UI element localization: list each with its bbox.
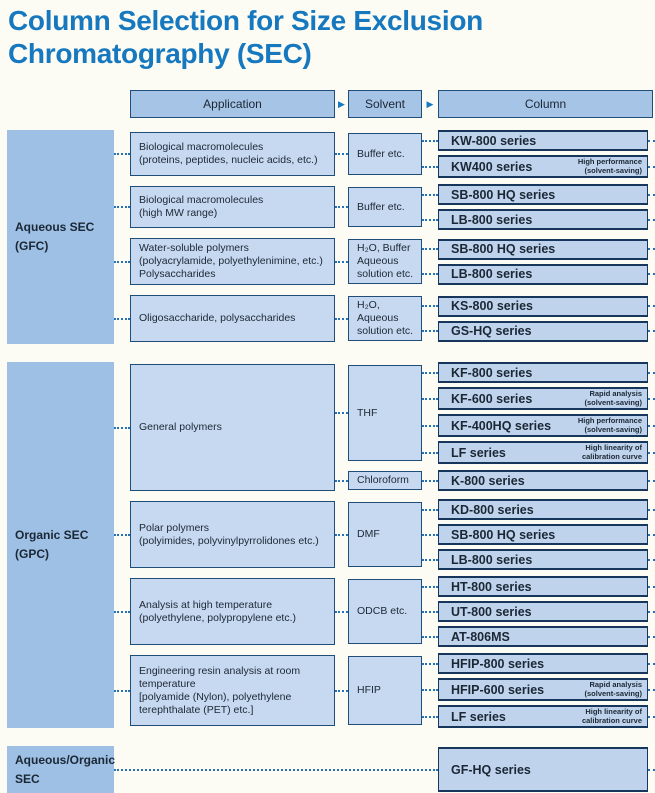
solvent-group	[335, 130, 655, 178]
connector-dotted-line	[335, 318, 348, 320]
column-label: KF-400HQ series	[451, 418, 552, 433]
column-row	[422, 239, 655, 260]
solvent-group	[335, 468, 655, 493]
solvent-box	[348, 656, 422, 725]
category-box-organic-sec	[7, 362, 114, 728]
connector-dotted-line	[335, 206, 348, 208]
category-label-line: Aqueous SEC	[15, 220, 95, 235]
connector-dotted-line	[648, 509, 655, 511]
connector-dotted-line	[422, 559, 438, 561]
connector-dotted-line	[648, 305, 655, 307]
application-text-line: (polyethylene, polypropylene etc.)	[139, 611, 297, 624]
flow-row	[114, 236, 655, 287]
connector-dotted-line	[422, 480, 438, 482]
flow-row	[114, 184, 655, 230]
application-text-line: (proteins, peptides, nucleic acids, etc.)	[139, 154, 318, 167]
column-row	[422, 209, 655, 230]
column-row	[422, 601, 655, 622]
application-text-line: Biological macromolecules	[139, 194, 264, 207]
flow-row	[114, 293, 655, 344]
column-stack	[422, 293, 655, 344]
note-line: (solvent-saving)	[584, 397, 642, 407]
application-box	[130, 364, 335, 491]
connector-dotted-line	[648, 586, 655, 588]
column-row	[422, 264, 655, 285]
application-text-line: (polyacrylamide, polyethylenimine, etc.)	[139, 255, 323, 268]
note-line: calibration curve	[581, 715, 642, 725]
application-box	[130, 186, 335, 228]
column-stack	[422, 184, 655, 230]
solvent-text-line: Buffer etc.	[357, 147, 405, 160]
connector-dotted-line	[114, 690, 130, 692]
column-box	[438, 239, 648, 260]
column-row	[422, 130, 655, 151]
connector-dotted-line	[114, 534, 130, 536]
category-label-line: Organic SEC	[15, 528, 89, 543]
solvent-group	[335, 653, 655, 728]
solvent-box	[348, 239, 422, 284]
column-stack	[422, 653, 655, 728]
column-box	[438, 387, 648, 410]
column-label: KW400 series	[451, 159, 533, 174]
connector-dotted-line	[648, 452, 655, 454]
application-box	[130, 501, 335, 568]
connector-dotted-line	[114, 769, 438, 771]
solvent-box	[348, 365, 422, 461]
solvent-groups	[335, 653, 655, 728]
solvent-box	[348, 187, 422, 227]
solvent-group	[335, 293, 655, 344]
application-text-line: Polar polymers	[139, 521, 210, 534]
column-note	[582, 708, 642, 725]
column-label: KF-800 series	[451, 365, 533, 380]
solvent-groups	[335, 130, 655, 178]
column-box	[438, 321, 648, 342]
solvent-group	[335, 499, 655, 570]
column-box	[438, 209, 648, 230]
solvent-text-line: H₂O, Buffer	[357, 242, 411, 255]
connector-dotted-line	[648, 636, 655, 638]
connector-dotted-line	[422, 219, 438, 221]
solvent-text-line: THF	[357, 406, 378, 419]
solvent-groups	[335, 293, 655, 344]
column-box	[438, 705, 648, 728]
column-row	[422, 549, 655, 570]
connector-dotted-line	[335, 153, 348, 155]
connector-dotted-line	[422, 509, 438, 511]
category-label-line: Aqueous/Organic	[15, 752, 116, 767]
application-text-line: [polyamide (Nylon), polyethylene	[139, 690, 292, 703]
note-line: High performance	[577, 416, 642, 426]
application-text-line: (polyimides, polyvinylpyrrolidones etc.)	[139, 534, 319, 547]
column-label: LF series	[451, 445, 506, 460]
solvent-text-line: Aqueous	[357, 255, 399, 268]
column-label: KW-800 series	[451, 133, 537, 148]
column-label: SB-800 HQ series	[451, 242, 556, 257]
application-text-line: terephthalate (PET) etc.]	[139, 703, 254, 716]
solvent-text-line: solution etc.	[357, 268, 414, 281]
connector-dotted-line	[422, 140, 438, 142]
connector-dotted-line	[648, 534, 655, 536]
connector-dotted-line	[114, 611, 130, 613]
column-stack	[422, 130, 655, 178]
solvent-box	[348, 133, 422, 175]
solvent-text-line: DMF	[357, 528, 380, 541]
column-row	[422, 296, 655, 317]
column-box	[438, 524, 648, 545]
column-label: AT-806MS	[451, 629, 510, 644]
diagram	[0, 130, 655, 793]
column-stack	[422, 468, 655, 493]
column-label: K-800 series	[451, 473, 525, 488]
connector-dotted-line	[422, 194, 438, 196]
section-organic-sec	[7, 362, 655, 728]
solvent-text-line: HFIP	[357, 684, 381, 697]
application-text-line: Oligosaccharide, polysaccharides	[139, 312, 296, 325]
connector-dotted-line	[422, 248, 438, 250]
flow-header-column: Column	[438, 90, 653, 118]
column-box	[438, 747, 648, 792]
connector-dotted-line	[422, 305, 438, 307]
connector-dotted-line	[422, 663, 438, 665]
section-aqueous-organic-sec	[7, 746, 655, 793]
application-box	[130, 578, 335, 645]
connector-dotted-line	[422, 716, 438, 718]
application-text-line: temperature	[139, 677, 196, 690]
column-label: SB-800 HQ series	[451, 187, 556, 202]
connector-dotted-line	[335, 611, 348, 613]
connector-dotted-line	[648, 372, 655, 374]
column-row	[422, 653, 655, 674]
connector-dotted-line	[648, 219, 655, 221]
column-note	[584, 681, 642, 698]
connector-dotted-line	[648, 248, 655, 250]
column-row	[422, 705, 655, 728]
connector-dotted-line	[648, 769, 655, 771]
solvent-text-line: H₂O,	[357, 299, 380, 312]
column-label: KS-800 series	[451, 299, 534, 314]
arrow-right-icon: ▶	[338, 98, 345, 109]
connector-dotted-line	[422, 273, 438, 275]
flow-header-application: Application	[130, 90, 335, 118]
application-box	[130, 655, 335, 726]
column-label: GF-HQ series	[451, 762, 531, 777]
column-label: SB-800 HQ series	[451, 527, 556, 542]
column-row	[422, 387, 655, 410]
solvent-group	[335, 576, 655, 647]
connector-dotted-line	[422, 330, 438, 332]
flow-row	[114, 130, 655, 178]
column-row	[422, 441, 655, 464]
solvent-text-line: Chloroform	[357, 474, 409, 487]
arrow-right-icon: ▶	[426, 98, 434, 109]
column-note	[578, 158, 642, 175]
section-aqueous-sec	[7, 130, 655, 344]
column-stack	[422, 576, 655, 647]
column-box	[438, 296, 648, 317]
connector-dotted-line	[422, 534, 438, 536]
connector-dotted-line	[648, 559, 655, 561]
application-text-line: Water-soluble polymers	[139, 242, 249, 255]
application-text-line: Engineering resin analysis at room	[139, 664, 301, 677]
application-text-line: Analysis at high temperature	[139, 598, 273, 611]
note-line: Rapid analysis	[589, 680, 642, 690]
connector-dotted-line	[648, 425, 655, 427]
note-line: High performance	[577, 157, 642, 167]
solvent-group	[335, 184, 655, 230]
application-text-line: Biological macromolecules	[139, 141, 264, 154]
column-label: LF series	[451, 709, 506, 724]
column-box	[438, 264, 648, 285]
column-row	[422, 362, 655, 383]
column-row	[422, 414, 655, 437]
column-row	[422, 184, 655, 205]
column-row	[422, 470, 655, 491]
flow-header-solvent: Solvent	[348, 90, 422, 118]
category-label-line: SEC	[15, 771, 40, 786]
column-box	[438, 155, 648, 178]
column-stack	[422, 236, 655, 287]
note-line: High linearity of	[585, 443, 642, 453]
title-line: Column Selection for Size Exclusion	[8, 5, 483, 36]
column-row	[422, 626, 655, 647]
connector-dotted-line	[648, 330, 655, 332]
note-line: calibration curve	[581, 451, 642, 461]
connector-dotted-line	[114, 153, 130, 155]
column-note	[582, 444, 642, 461]
category-label-line: (GFC)	[15, 239, 49, 254]
flow-row	[114, 362, 655, 493]
connector-dotted-line	[335, 261, 348, 263]
title-line: Chromatography (SEC)	[8, 38, 312, 70]
note-line: Rapid analysis	[589, 389, 642, 399]
column-box	[438, 414, 648, 437]
note-line: (solvent-saving)	[584, 424, 642, 434]
note-line: (solvent-saving)	[584, 165, 642, 175]
column-label: KF-600 series	[451, 391, 533, 406]
application-text-line: Polysaccharides	[139, 268, 216, 281]
solvent-box	[348, 502, 422, 567]
connector-dotted-line	[648, 194, 655, 196]
category-label-line: (GPC)	[15, 547, 49, 562]
connector-dotted-line	[422, 425, 438, 427]
connector-dotted-line	[648, 140, 655, 142]
application-box	[130, 295, 335, 342]
connector-dotted-line	[335, 534, 348, 536]
solvent-groups	[335, 362, 655, 493]
column-box	[438, 441, 648, 464]
connector-dotted-line	[114, 318, 130, 320]
solvent-groups	[335, 576, 655, 647]
column-label: KD-800 series	[451, 502, 534, 517]
solvent-text-line: ODCB etc.	[357, 605, 408, 618]
connector-dotted-line	[648, 716, 655, 718]
application-text-line: General polymers	[139, 421, 222, 434]
column-box	[438, 549, 648, 570]
connector-dotted-line	[648, 480, 655, 482]
connector-dotted-line	[422, 586, 438, 588]
connector-dotted-line	[335, 412, 348, 414]
connector-dotted-line	[422, 398, 438, 400]
connector-dotted-line	[648, 611, 655, 613]
rows	[114, 130, 655, 344]
column-label: HT-800 series	[451, 579, 532, 594]
solvent-groups	[335, 499, 655, 570]
column-box	[438, 626, 648, 647]
connector-dotted-line	[648, 663, 655, 665]
solvent-text-line: solution etc.	[357, 325, 414, 338]
flow-header	[130, 90, 653, 118]
connector-dotted-line	[648, 166, 655, 168]
column-note	[578, 417, 642, 434]
rows	[114, 362, 655, 728]
connector-dotted-line	[422, 452, 438, 454]
column-row	[422, 576, 655, 597]
connector-dotted-line	[422, 372, 438, 374]
connector-dotted-line	[114, 206, 130, 208]
category-box-aqueous-sec	[7, 130, 114, 344]
page-title	[8, 4, 645, 70]
connector-dotted-line	[335, 480, 348, 482]
solvent-group	[335, 236, 655, 287]
connector-dotted-line	[422, 636, 438, 638]
column-box	[438, 499, 648, 520]
note-line: (solvent-saving)	[584, 688, 642, 698]
solvent-groups	[335, 184, 655, 230]
column-label: LB-800 series	[451, 552, 533, 567]
connector-dotted-line	[335, 690, 348, 692]
column-label: LB-800 series	[451, 212, 533, 227]
column-row	[422, 499, 655, 520]
column-stack	[422, 499, 655, 570]
solvent-group	[335, 362, 655, 464]
column-box	[438, 678, 648, 701]
connector-dotted-line	[648, 689, 655, 691]
application-box	[130, 238, 335, 285]
column-note	[584, 390, 642, 407]
column-label: LB-800 series	[451, 267, 533, 282]
solvent-box	[348, 471, 422, 490]
application-text-line: (high MW range)	[139, 207, 218, 220]
connector-dotted-line	[422, 611, 438, 613]
solvent-groups	[335, 236, 655, 287]
column-stack	[422, 362, 655, 464]
flow-row	[114, 499, 655, 570]
column-row	[422, 524, 655, 545]
application-box	[130, 132, 335, 176]
note-line: High linearity of	[585, 707, 642, 717]
solvent-box	[348, 579, 422, 644]
column-box	[438, 653, 648, 674]
connector-dotted-line	[114, 261, 130, 263]
connector-dotted-line	[114, 427, 130, 429]
column-label: HFIP-800 series	[451, 656, 545, 671]
column-box	[438, 130, 648, 151]
solvent-box	[348, 296, 422, 341]
solvent-text-line: Aqueous	[357, 312, 399, 325]
column-box	[438, 470, 648, 491]
column-label: GS-HQ series	[451, 324, 532, 339]
connector-dotted-line	[422, 166, 438, 168]
column-row	[422, 321, 655, 342]
column-label: HFIP-600 series	[451, 682, 545, 697]
column-row	[422, 155, 655, 178]
column-box	[438, 362, 648, 383]
connector-dotted-line	[422, 689, 438, 691]
column-box	[438, 576, 648, 597]
flow-row	[114, 653, 655, 728]
column-row	[422, 678, 655, 701]
connector-dotted-line	[648, 273, 655, 275]
flow-row	[114, 576, 655, 647]
column-box	[438, 601, 648, 622]
solvent-text-line: Buffer etc.	[357, 200, 405, 213]
column-label: UT-800 series	[451, 604, 532, 619]
category-box-aqueous-organic-sec	[7, 746, 114, 793]
column-box	[438, 184, 648, 205]
connector-dotted-line	[648, 398, 655, 400]
